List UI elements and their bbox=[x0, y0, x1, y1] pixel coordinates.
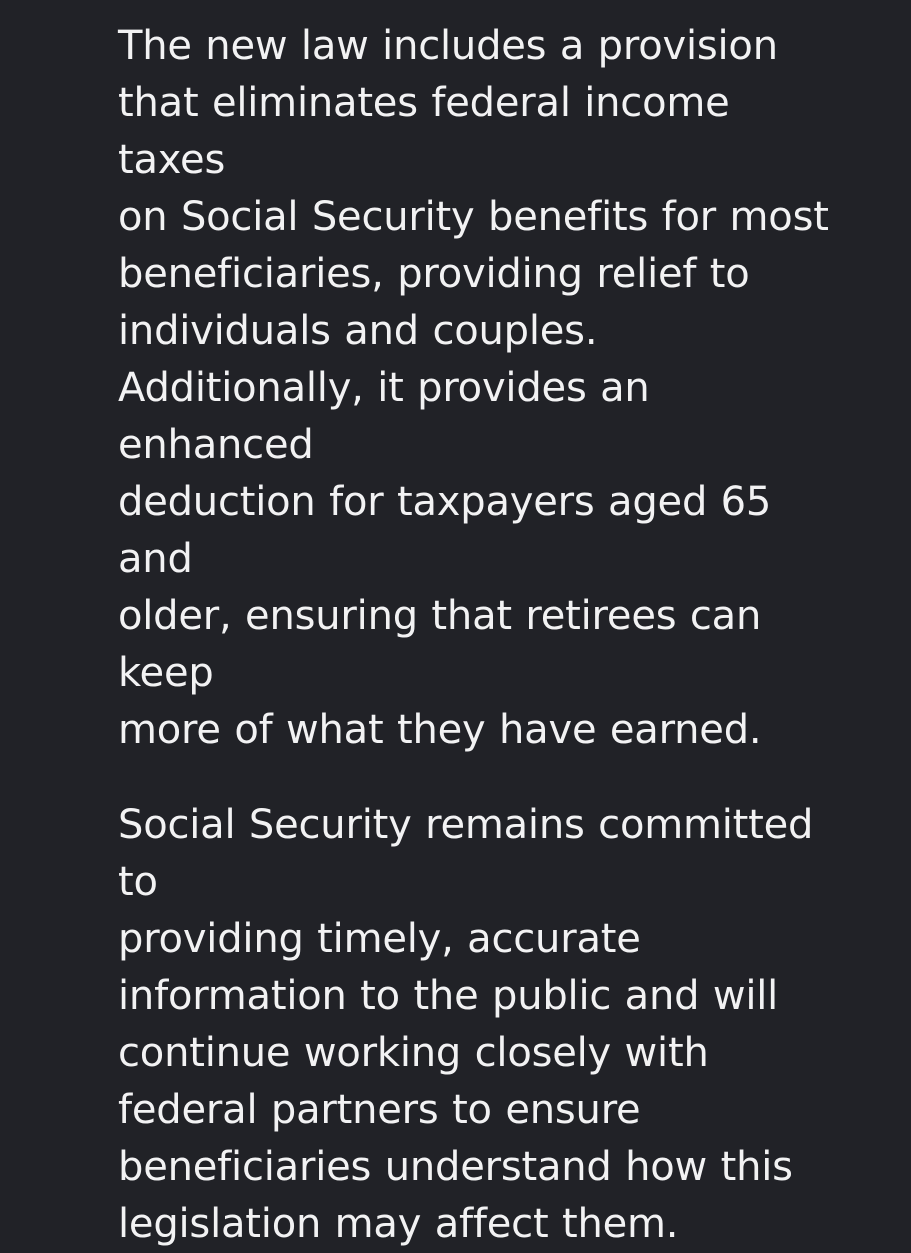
text-line: more of what they have earned. bbox=[118, 707, 762, 753]
text-line: federal partners to ensure bbox=[118, 1087, 641, 1133]
text-line: providing timely, accurate bbox=[118, 916, 641, 962]
text-line: beneficiaries, providing relief to bbox=[118, 251, 750, 297]
text-line: that eliminates federal income taxes bbox=[118, 80, 730, 183]
text-line: Social Security remains committed to bbox=[118, 802, 814, 905]
text-line: individuals and couples. bbox=[118, 308, 598, 354]
text-line: The new law includes a provision bbox=[118, 23, 778, 69]
text-line: continue working closely with bbox=[118, 1030, 709, 1076]
text-line: on Social Security benefits for most bbox=[118, 194, 829, 240]
paragraph-2 bbox=[118, 797, 841, 1253]
text-line: legislation may affect them. bbox=[118, 1201, 679, 1247]
text-line: deduction for taxpayers aged 65 and bbox=[118, 479, 772, 582]
paragraph-1 bbox=[118, 18, 841, 759]
text-line: Additionally, it provides an enhanced bbox=[118, 365, 650, 468]
text-line: older, ensuring that retirees can keep bbox=[118, 593, 762, 696]
text-line: information to the public and will bbox=[118, 973, 779, 1019]
text-line: beneficiaries understand how this bbox=[118, 1144, 793, 1190]
